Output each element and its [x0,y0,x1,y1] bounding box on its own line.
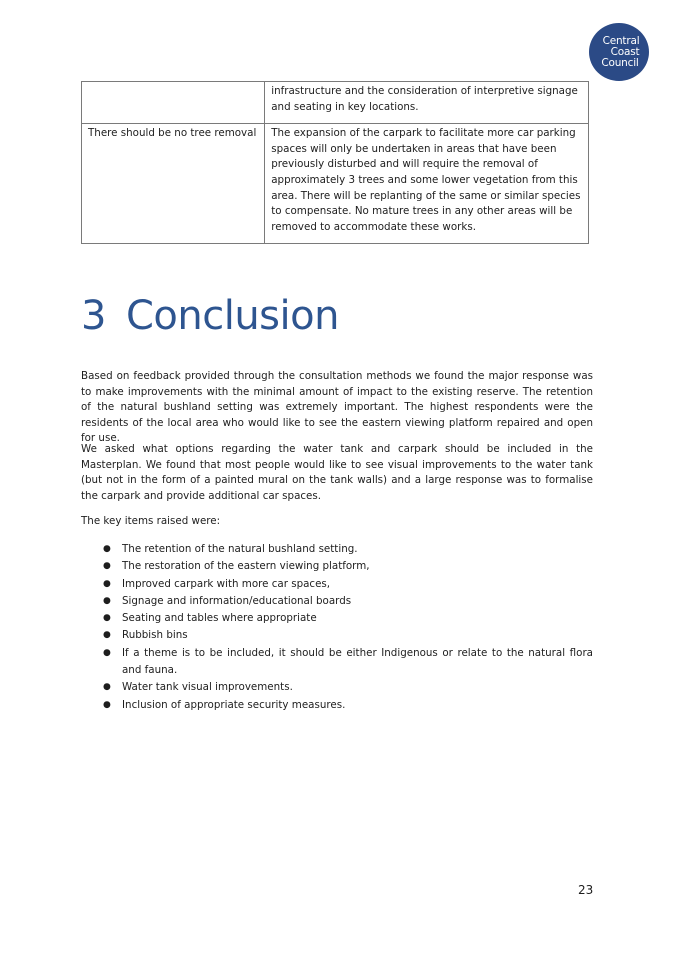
feedback-cell [82,82,265,124]
page-number: 23 [578,883,594,897]
table-row [82,124,589,244]
bullet-icon: ● [103,682,111,693]
feedback-response-table [81,81,589,244]
list-item [81,627,593,644]
logo-line-coast: Coast [610,45,640,58]
list-item-text: Inclusion of appropriate security measures. [122,698,346,711]
list-item-text: Seating and tables where appropriate [122,612,317,625]
bullet-icon: ● [103,578,111,589]
list-item [81,610,593,627]
bullet-icon: ● [103,699,111,710]
list-item [81,679,593,696]
feedback-cell: There should be no tree removal [82,124,265,244]
response-cell: The expansion of the carpark to facilitate more car parking spaces will only be undertaken in areas that have been previously disturbed and will require the removal of approximately 3 trees and some lower vegetation from this area. There will be replanting of the same or similar species to compensate. No mature trees in any other areas will be removed to accommodate these works. [265,124,589,244]
response-cell: infrastructure and the consideration of interpretive signage and seating in key locations. [265,82,589,124]
paragraph-key-items-intro: The key items raised were: [81,515,221,527]
key-items-list [81,541,593,714]
paragraph-options: We asked what options regarding the water tank and carpark should be included in the Masterplan. We found that most people would like to see visual improvements to the water tank (but not in the form of a painted mural on the tank walls) and a large response was to formalise the carpark and provide additional car spaces. [81,443,593,502]
section-title: Conclusion [125,293,339,339]
list-item-text: Improved carpark with more car spaces, [122,577,331,590]
logo-line-central: Central [602,34,640,47]
bullet-icon: ● [103,544,111,554]
paragraph-feedback-summary: Based on feedback provided through the consultation methods we found the major response was to make improvements with the minimal amount of impact to the existing reserve. The retention of the natural bushland setting was extremely important. The highest respondents were the residents of the local area who would like to see the eastern viewing platform repaired and open for use. [81,370,593,445]
list-item-text: If a theme is to be included, it should be either Indigenous or relate to the natural flora and fauna. [122,646,593,677]
table-row [82,82,589,124]
list-item [81,576,593,593]
list-item [81,697,593,714]
bullet-icon: ● [103,630,111,641]
list-item [81,541,593,558]
bullet-icon: ● [103,647,111,658]
bullet-icon: ● [103,561,111,572]
logo-line-council: Council [601,56,639,69]
section-number: 3 [81,293,106,339]
section-heading [81,290,339,342]
list-item-text: The retention of the natural bushland setting. [122,543,358,555]
bullet-icon: ● [103,595,111,606]
list-item [81,558,593,575]
bullet-icon: ● [103,613,111,624]
list-item-text: Water tank visual improvements. [122,681,293,694]
list-item [81,593,593,610]
list-item-text: Signage and information/educational boards [122,594,352,607]
list-item-text: The restoration of the eastern viewing platform, [122,560,370,573]
list-item-text: Rubbish bins [122,629,188,642]
list-item [81,645,593,680]
central-coast-council-logo [589,23,649,81]
